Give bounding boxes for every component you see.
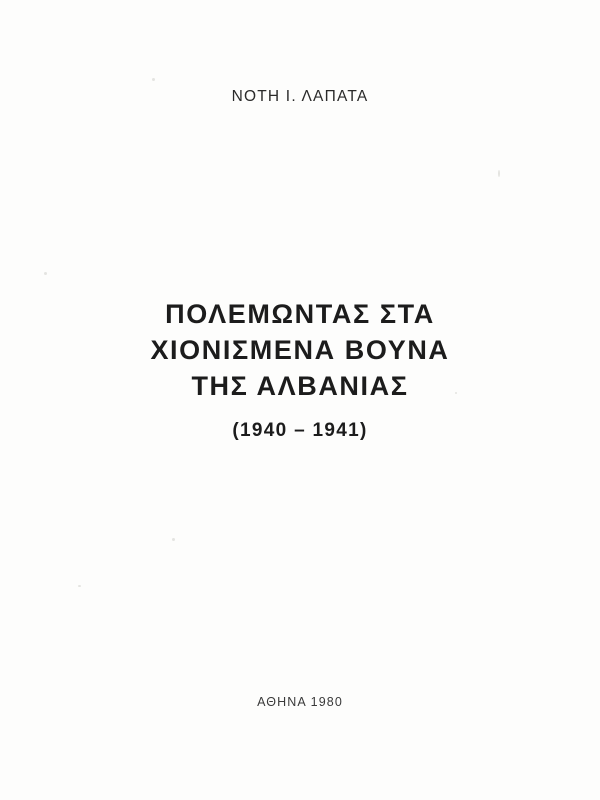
paper-speck	[152, 78, 155, 81]
title-date-range: (1940 – 1941)	[232, 420, 368, 441]
paper-speck	[498, 170, 500, 177]
title-line-1: ΠΟΛΕΜΩΝΤΑΣ ΣΤΑ	[165, 299, 435, 329]
title-line-3: ΤΗΣ ΑΛΒΑΝΙΑΣ	[191, 371, 409, 401]
book-title	[0, 296, 600, 404]
author-name: ΝΟΤΗ Ι. ΛΑΠΑΤΑ	[231, 88, 369, 105]
paper-speck	[78, 585, 81, 587]
paper-speck	[44, 272, 47, 275]
paper-speck	[172, 538, 175, 541]
publication-imprint: ΑΘΗΝΑ 1980	[257, 695, 343, 709]
title-line-2: ΧΙΟΝΙΣΜΕΝΑ ΒΟΥΝΑ	[150, 335, 450, 365]
